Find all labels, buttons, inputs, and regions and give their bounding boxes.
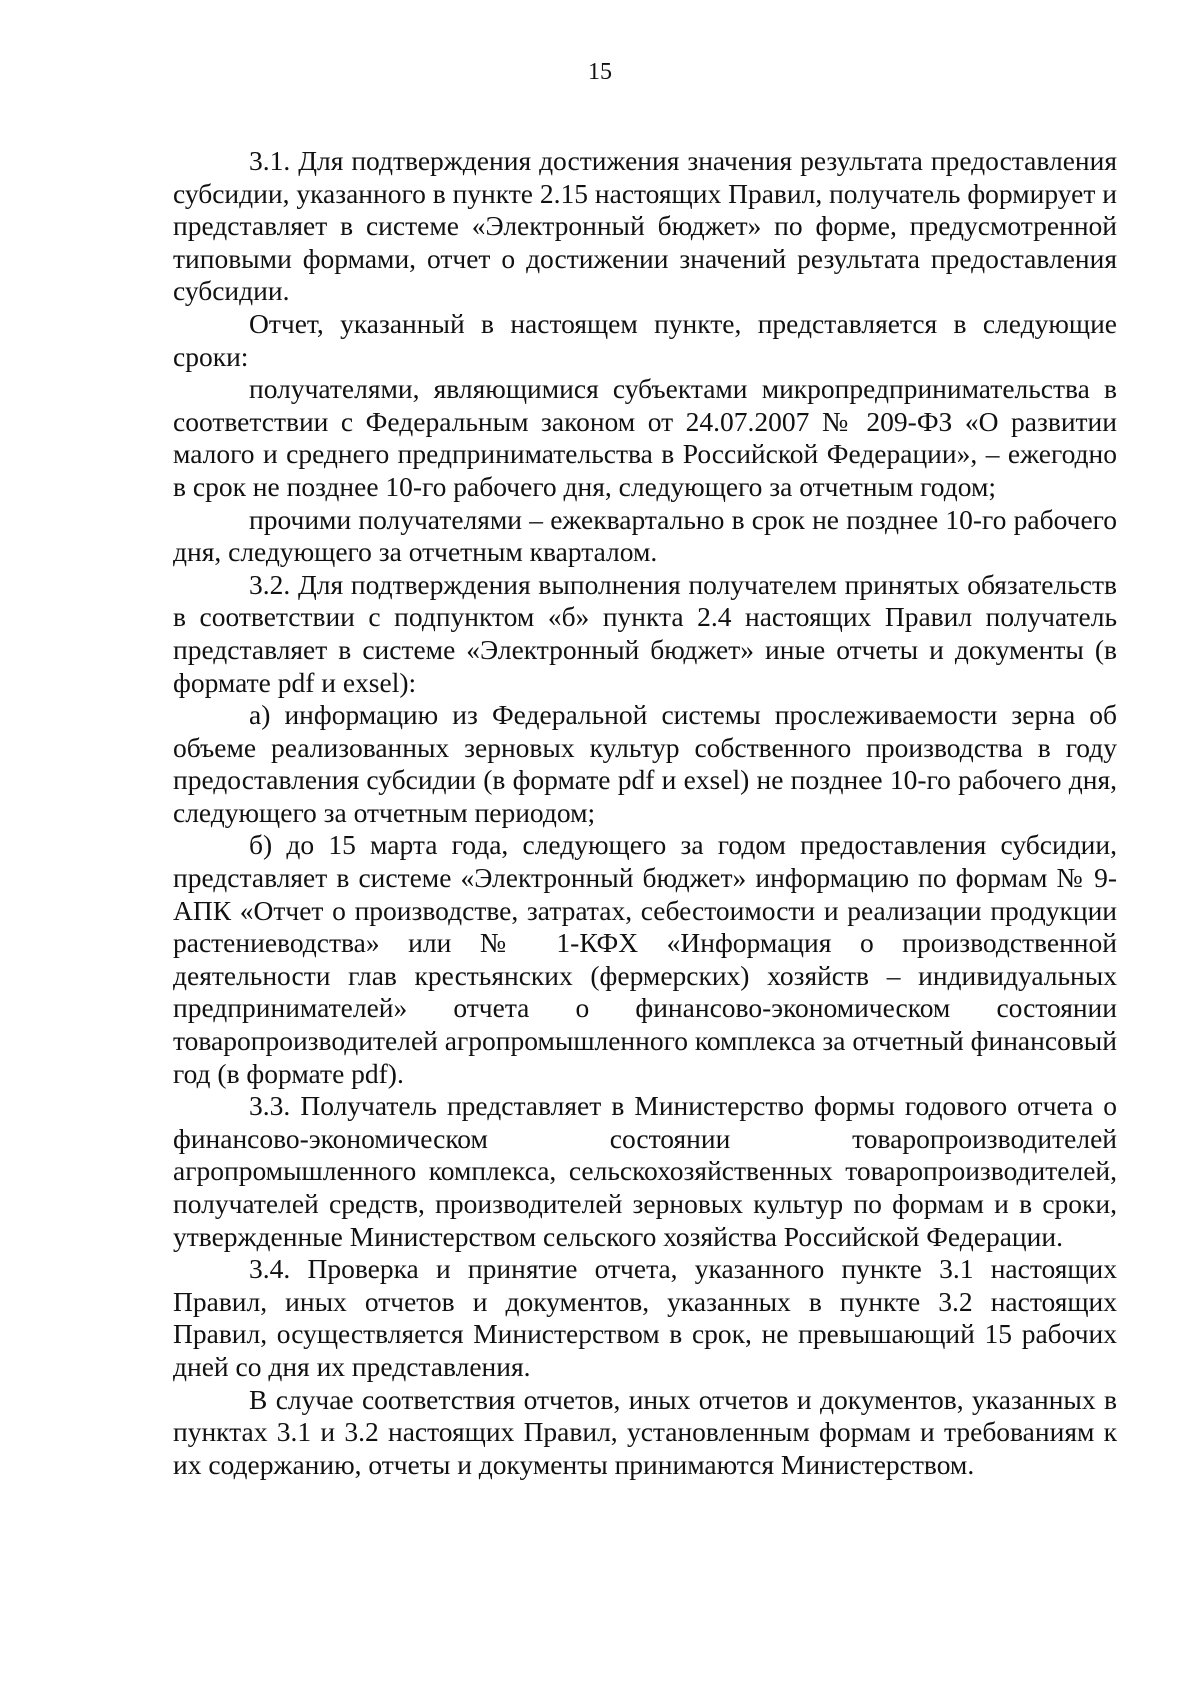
paragraph-3-2-a: а) информацию из Федеральной системы прослеживаемости зерна об объеме реализованных зерновых культур собственного производства в году предоставления субсидии (в формате pdf и exsel) не позднее 10-го рабочего дня, следующего за отчетным периодом; — [173, 699, 1117, 828]
paragraph-other-recipients: прочими получателями – ежеквартально в срок не позднее 10-го рабочего дня, следующего за отчетным кварталом. — [173, 503, 1117, 568]
paragraph-micro-entrepreneurs: получателями, являющимися субъектами микропредпринимательства в соответствии с Федеральным законом от 24.07.2007 № 209-ФЗ «О развитии малого и среднего предпринимательства в Российской Федерации», – ежегодно в срок не позднее 10-го рабочего дня, следующего за отчетным годом; — [173, 373, 1117, 502]
paragraph-acceptance: В случае соответствия отчетов, иных отчетов и документов, указанных в пунктах 3.1 и 3.2 настоящих Правил, установленным формам и требованиям к их содержанию, отчеты и документы принимаются Министерством. — [173, 1383, 1117, 1480]
paragraph-3-4: 3.4. Проверка и принятие отчета, указанного пункте 3.1 настоящих Правил, иных отчетов и документов, указанных в пункте 3.2 настоящих Правил, осуществляется Министерством в срок, не превышающий 15 рабочих дней со дня их представления. — [173, 1253, 1117, 1382]
document-body — [173, 145, 1117, 1481]
paragraph-3-2: 3.2. Для подтверждения выполнения получателем принятых обязательств в соответствии с подпунктом «б» пункта 2.4 настоящих Правил получатель представляет в системе «Электронный бюджет» иные отчеты и документы (в формате pdf и exsel): — [173, 568, 1117, 698]
paragraph-3-3: 3.3. Получатель представляет в Министерство формы годового отчета о финансово-экономическом состоянии товаропроизводителей агропромышленного комплекса, сельскохозяйственных товаропроизводителей, получателей средств, производителей зерновых культур по формам и в сроки, утвержденные Министерством сельского хозяйства Российской Федерации. — [173, 1090, 1117, 1252]
paragraph-3-2-b: б) до 15 марта года, следующего за годом предоставления субсидии, представляет в системе «Электронный бюджет» информацию по формам № 9-АПК «Отчет о производстве, затратах, себестоимости и реализации продукции растениеводства» или № 1-КФХ «Информация о производственной деятельности глав крестьянских (фермерских) хозяйств – индивидуальных предпринимателей» отчета о финансово-экономическом состоянии товаропроизводителей агропромышленного комплекса за отчетный финансовый год (в формате pdf). — [173, 829, 1117, 1089]
paragraph-3-1: 3.1. Для подтверждения достижения значения результата предоставления субсидии, указанного в пункте 2.15 настоящих Правил, получатель формирует и представляет в системе «Электронный бюджет» по форме, предусмотренной типовыми формами, отчет о достижении значений результата предоставления субсидии. — [173, 145, 1117, 307]
paragraph-report-deadlines: Отчет, указанный в настоящем пункте, представляется в следующие сроки: — [173, 307, 1117, 372]
page-number: 15 — [588, 59, 612, 85]
